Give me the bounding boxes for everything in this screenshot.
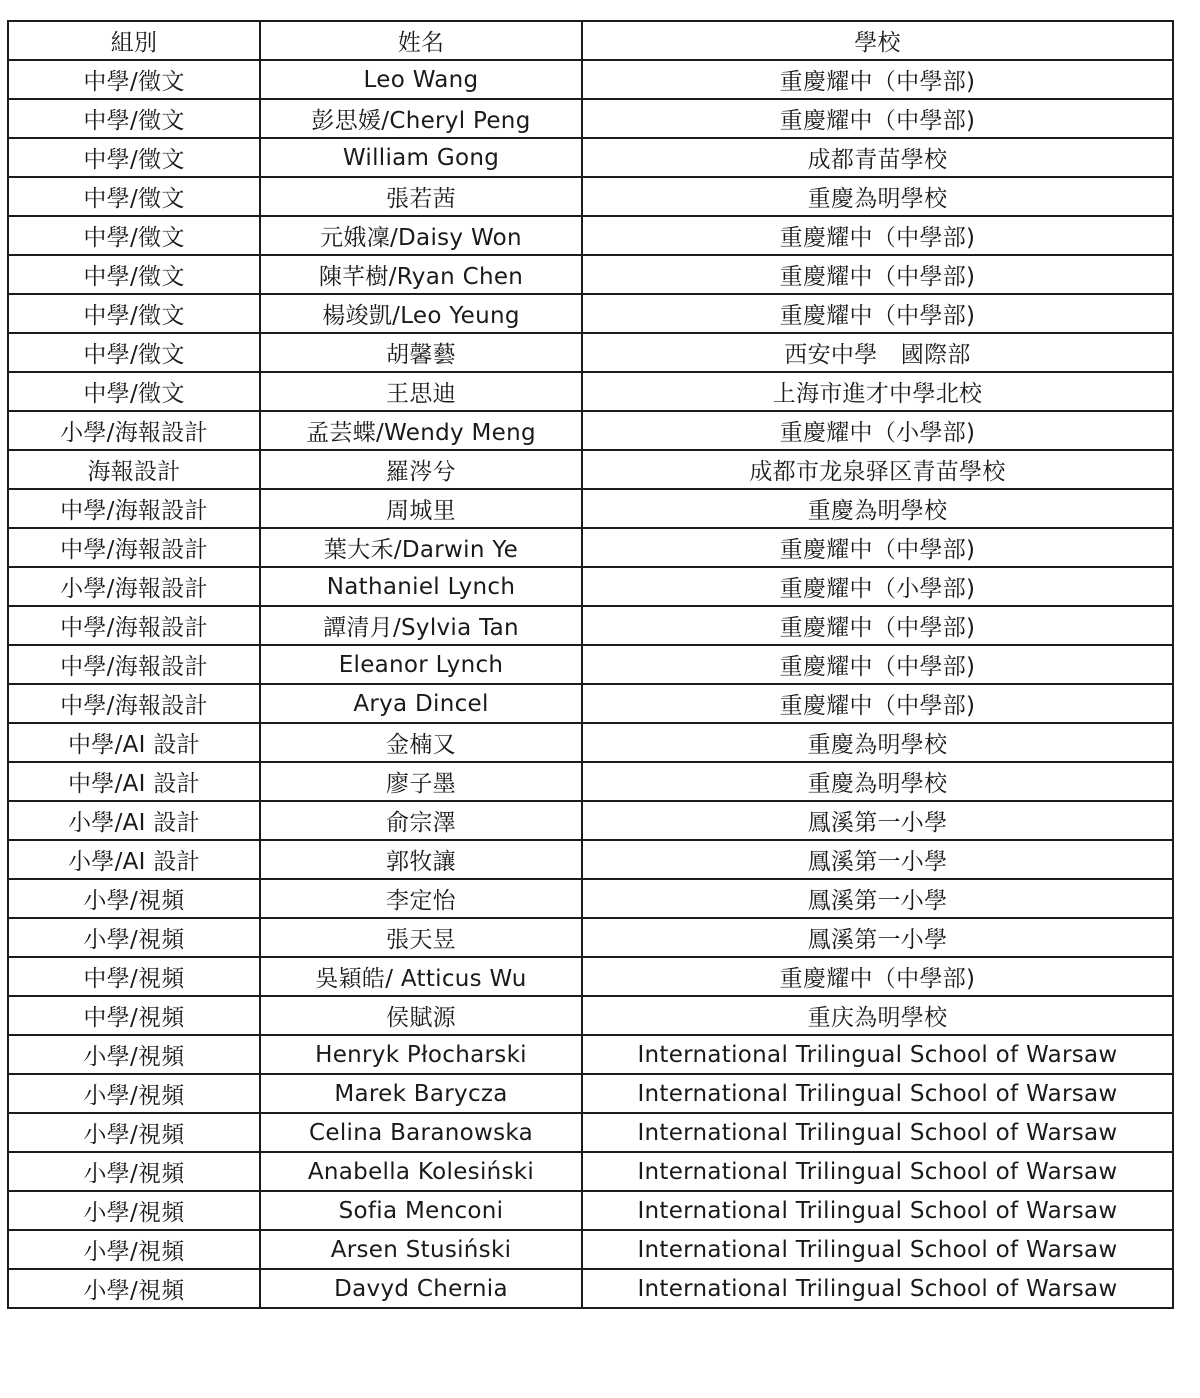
cell-group: 中學/徵文 xyxy=(8,333,260,372)
cell-school: International Trilingual School of Warsaw xyxy=(582,1230,1173,1269)
table-row xyxy=(8,1113,1173,1152)
cell-group: 小學/視頻 xyxy=(8,1191,260,1230)
cell-group: 小學/視頻 xyxy=(8,918,260,957)
cell-name: 吳穎皓/ Atticus Wu xyxy=(260,957,582,996)
cell-group: 中學/海報設計 xyxy=(8,684,260,723)
cell-name: 楊竣凱/Leo Yeung xyxy=(260,294,582,333)
cell-group: 中學/徵文 xyxy=(8,99,260,138)
table-row xyxy=(8,762,1173,801)
cell-school: 成都市龙泉驿区青苗學校 xyxy=(582,450,1173,489)
table-row xyxy=(8,138,1173,177)
cell-group: 中學/徵文 xyxy=(8,60,260,99)
cell-school: 鳳溪第一小學 xyxy=(582,879,1173,918)
cell-name: Celina Baranowska xyxy=(260,1113,582,1152)
column-header-school: 學校 xyxy=(582,21,1173,60)
cell-school: 重慶為明學校 xyxy=(582,762,1173,801)
cell-name: Henryk Płocharski xyxy=(260,1035,582,1074)
cell-group: 小學/AI 設計 xyxy=(8,840,260,879)
table-header xyxy=(8,21,1173,60)
cell-name: Arsen Stusiński xyxy=(260,1230,582,1269)
cell-school: 重慶耀中（中學部) xyxy=(582,528,1173,567)
cell-group: 小學/視頻 xyxy=(8,1074,260,1113)
cell-school: 重慶為明學校 xyxy=(582,177,1173,216)
cell-group: 中學/徵文 xyxy=(8,138,260,177)
cell-name: 彭思媛/Cheryl Peng xyxy=(260,99,582,138)
table-row xyxy=(8,60,1173,99)
cell-group: 海報設計 xyxy=(8,450,260,489)
table-row xyxy=(8,606,1173,645)
cell-school: 重慶耀中（中學部) xyxy=(582,99,1173,138)
cell-school: 重慶耀中（中學部) xyxy=(582,957,1173,996)
cell-group: 中學/徵文 xyxy=(8,216,260,255)
cell-name: Leo Wang xyxy=(260,60,582,99)
cell-name: Eleanor Lynch xyxy=(260,645,582,684)
cell-school: International Trilingual School of Warsaw xyxy=(582,1152,1173,1191)
table-row xyxy=(8,99,1173,138)
cell-name: Arya Dincel xyxy=(260,684,582,723)
cell-school: 重慶耀中（中學部) xyxy=(582,294,1173,333)
cell-name: Anabella Kolesiński xyxy=(260,1152,582,1191)
cell-school: International Trilingual School of Warsaw xyxy=(582,1035,1173,1074)
cell-group: 中學/海報設計 xyxy=(8,528,260,567)
cell-school: 重慶耀中（中學部) xyxy=(582,606,1173,645)
cell-school: International Trilingual School of Warsaw xyxy=(582,1191,1173,1230)
table-row xyxy=(8,1230,1173,1269)
table-row xyxy=(8,372,1173,411)
table-row xyxy=(8,333,1173,372)
cell-name: 周城里 xyxy=(260,489,582,528)
cell-name: 郭牧讓 xyxy=(260,840,582,879)
table-row xyxy=(8,255,1173,294)
cell-school: 鳳溪第一小學 xyxy=(582,801,1173,840)
cell-name: 王思迪 xyxy=(260,372,582,411)
table-body xyxy=(8,60,1173,1308)
cell-school: 重慶耀中（中學部) xyxy=(582,216,1173,255)
table-row xyxy=(8,1074,1173,1113)
cell-name: 俞宗澤 xyxy=(260,801,582,840)
table-row xyxy=(8,840,1173,879)
cell-name: 陳芊樹/Ryan Chen xyxy=(260,255,582,294)
table-row xyxy=(8,1035,1173,1074)
cell-group: 小學/海報設計 xyxy=(8,411,260,450)
cell-group: 小學/視頻 xyxy=(8,879,260,918)
table-row xyxy=(8,489,1173,528)
table-row xyxy=(8,684,1173,723)
cell-name: Sofia Menconi xyxy=(260,1191,582,1230)
table-row xyxy=(8,1191,1173,1230)
cell-group: 中學/海報設計 xyxy=(8,606,260,645)
participants-table xyxy=(7,20,1174,1309)
cell-name: 譚清月/Sylvia Tan xyxy=(260,606,582,645)
cell-school: 重慶耀中（中學部) xyxy=(582,60,1173,99)
table-row xyxy=(8,528,1173,567)
table-row xyxy=(8,411,1173,450)
cell-school: 重慶為明學校 xyxy=(582,723,1173,762)
cell-name: 侯賦源 xyxy=(260,996,582,1035)
cell-name: 張若茜 xyxy=(260,177,582,216)
table-row xyxy=(8,1269,1173,1308)
cell-name: 金楠又 xyxy=(260,723,582,762)
cell-group: 中學/AI 設計 xyxy=(8,762,260,801)
table-row xyxy=(8,957,1173,996)
cell-name: 廖子墨 xyxy=(260,762,582,801)
cell-group: 中學/徵文 xyxy=(8,177,260,216)
table-row xyxy=(8,177,1173,216)
cell-school: 成都青苗學校 xyxy=(582,138,1173,177)
cell-school: 重慶耀中（中學部) xyxy=(582,684,1173,723)
table-row xyxy=(8,1152,1173,1191)
cell-name: Marek Barycza xyxy=(260,1074,582,1113)
cell-name: 張天昱 xyxy=(260,918,582,957)
cell-group: 中學/AI 設計 xyxy=(8,723,260,762)
cell-group: 小學/視頻 xyxy=(8,1113,260,1152)
cell-school: 重慶耀中（中學部) xyxy=(582,255,1173,294)
cell-name: Davyd Chernia xyxy=(260,1269,582,1308)
table-row xyxy=(8,645,1173,684)
cell-name: 元娥凜/Daisy Won xyxy=(260,216,582,255)
column-header-name: 姓名 xyxy=(260,21,582,60)
cell-school: International Trilingual School of Warsaw xyxy=(582,1113,1173,1152)
cell-school: International Trilingual School of Warsaw xyxy=(582,1269,1173,1308)
table-row xyxy=(8,723,1173,762)
cell-name: 孟芸蝶/Wendy Meng xyxy=(260,411,582,450)
table-row xyxy=(8,801,1173,840)
cell-school: 鳳溪第一小學 xyxy=(582,840,1173,879)
cell-school: 重慶耀中（中學部) xyxy=(582,645,1173,684)
header-row xyxy=(8,21,1173,60)
cell-name: Nathaniel Lynch xyxy=(260,567,582,606)
cell-school: 西安中學 國際部 xyxy=(582,333,1173,372)
cell-group: 小學/視頻 xyxy=(8,1152,260,1191)
cell-name: William Gong xyxy=(260,138,582,177)
cell-group: 中學/徵文 xyxy=(8,255,260,294)
cell-school: 重慶為明學校 xyxy=(582,489,1173,528)
cell-group: 小學/視頻 xyxy=(8,1230,260,1269)
table-row xyxy=(8,996,1173,1035)
table-row xyxy=(8,918,1173,957)
column-header-group: 組別 xyxy=(8,21,260,60)
table-row xyxy=(8,294,1173,333)
cell-group: 中學/視頻 xyxy=(8,957,260,996)
cell-school: 重慶耀中（小學部) xyxy=(582,567,1173,606)
cell-group: 小學/海報設計 xyxy=(8,567,260,606)
cell-group: 小學/AI 設計 xyxy=(8,801,260,840)
table-row xyxy=(8,450,1173,489)
cell-group: 中學/徵文 xyxy=(8,294,260,333)
cell-group: 小學/視頻 xyxy=(8,1035,260,1074)
cell-name: 李定怡 xyxy=(260,879,582,918)
cell-school: 重庆為明學校 xyxy=(582,996,1173,1035)
cell-school: 上海市進才中學北校 xyxy=(582,372,1173,411)
cell-name: 葉大禾/Darwin Ye xyxy=(260,528,582,567)
roster-sheet xyxy=(7,20,1174,1309)
cell-name: 羅涔兮 xyxy=(260,450,582,489)
table-row xyxy=(8,216,1173,255)
cell-school: 重慶耀中（小學部) xyxy=(582,411,1173,450)
cell-school: 鳳溪第一小學 xyxy=(582,918,1173,957)
cell-group: 小學/視頻 xyxy=(8,1269,260,1308)
table-row xyxy=(8,567,1173,606)
cell-group: 中學/視頻 xyxy=(8,996,260,1035)
cell-group: 中學/海報設計 xyxy=(8,489,260,528)
table-row xyxy=(8,879,1173,918)
cell-name: 胡馨藝 xyxy=(260,333,582,372)
cell-school: International Trilingual School of Warsaw xyxy=(582,1074,1173,1113)
cell-group: 中學/海報設計 xyxy=(8,645,260,684)
cell-group: 中學/徵文 xyxy=(8,372,260,411)
